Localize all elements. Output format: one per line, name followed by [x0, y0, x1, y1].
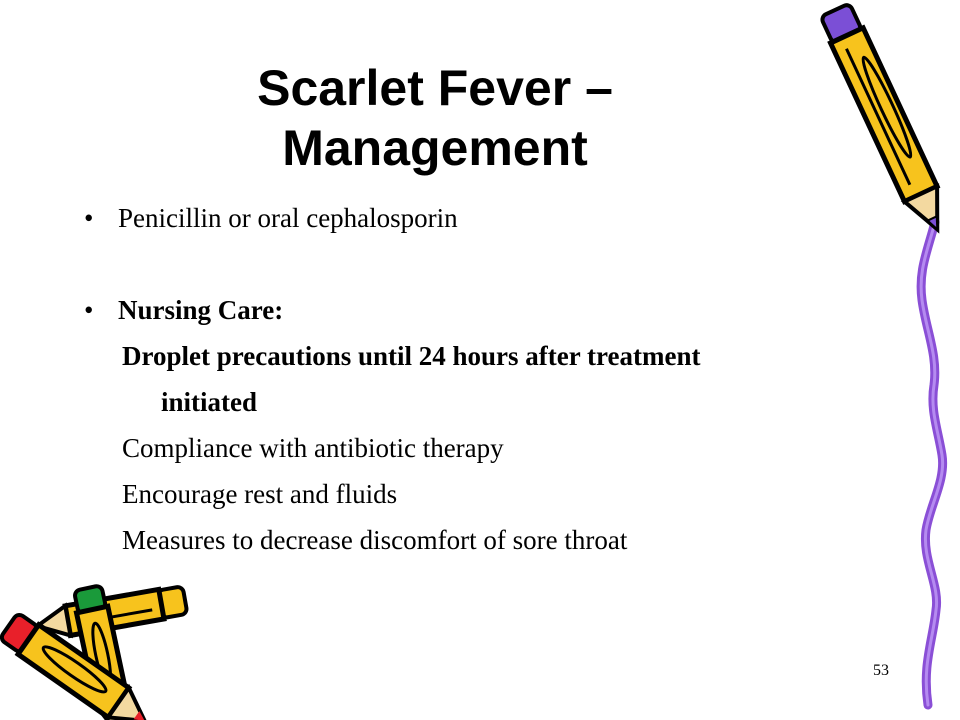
page-number: 53 [873, 662, 889, 679]
nursing-item-droplet-line-2: initiated [161, 387, 258, 417]
bullet-marker: • [84, 295, 94, 325]
bullet-marker: • [84, 203, 94, 233]
bullet-text: Penicillin or oral cephalosporin [118, 203, 458, 233]
nursing-item-sore-throat: Measures to decrease discomfort of sore throat [122, 525, 628, 555]
nursing-item-droplet-line-1: Droplet precautions until 24 hours after treatment [122, 341, 701, 371]
nursing-item-compliance: Compliance with antibiotic therapy [122, 433, 504, 463]
title-line-2: Management [282, 120, 588, 176]
bullet-text: Nursing Care: [118, 295, 284, 325]
title-line-1: Scarlet Fever – [257, 60, 613, 116]
nursing-item-rest-fluids: Encourage rest and fluids [122, 479, 398, 509]
